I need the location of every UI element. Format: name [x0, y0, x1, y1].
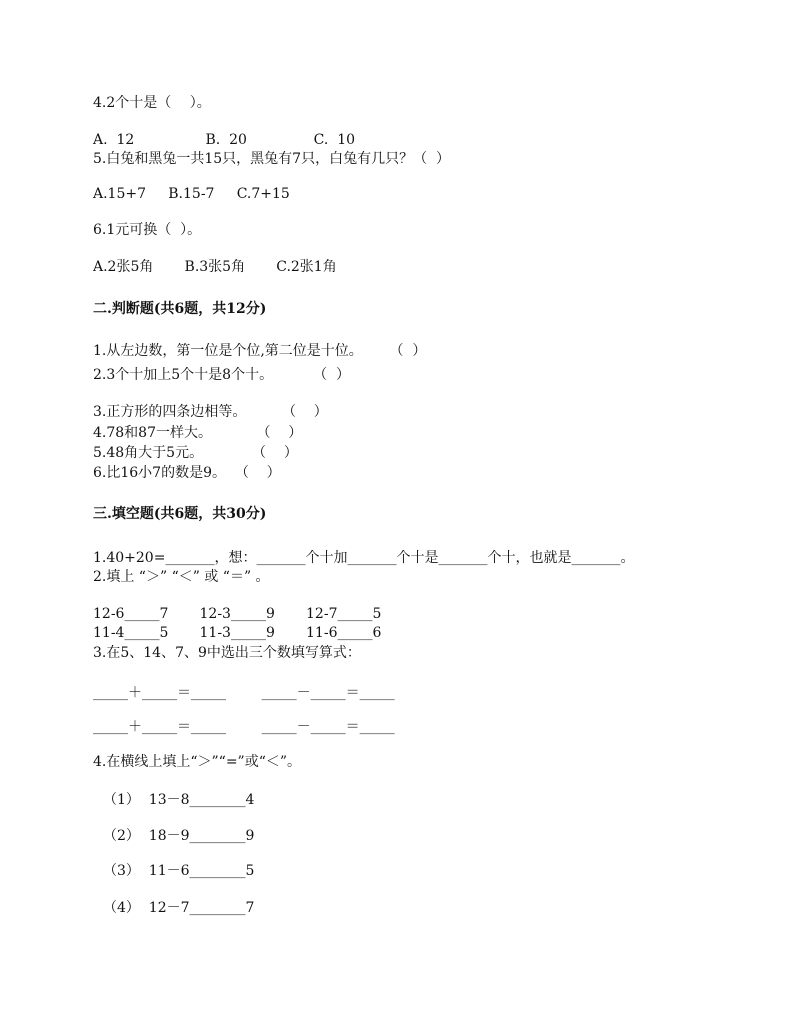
fill-question-4-item-4: （4） 12－7________7 — [103, 900, 255, 916]
judge-item-4: 4.78和87一样大。 （ ） — [93, 425, 303, 441]
question-4-stem: 4.2个十是（ ）。 — [93, 95, 211, 111]
judge-item-2: 2.3个十加上5个十是8个十。 （ ） — [93, 367, 351, 383]
question-5-stem: 5.白兔和黑兔一共15只，黑兔有7只，白兔有几只？（ ） — [93, 151, 450, 167]
judge-item-1: 1.从左边数，第一位是个位,第二位是十位。 （ ） — [93, 343, 427, 359]
fill-question-4-stem: 4.在横线上填上“＞”“=”或“＜”。 — [93, 754, 302, 770]
section-2-title: 二.判断题(共6题，共12分) — [93, 301, 267, 317]
fill-question-2-row-1: 12-6_____7 12-3_____9 12-7_____5 — [93, 606, 382, 622]
fill-question-2-stem: 2.填上 “＞” “＜” 或 “＝” 。 — [93, 569, 270, 585]
fill-question-1: 1.40+20=_______，想：_______个十加_______个十是_______个十，也就是_______。 — [93, 550, 635, 566]
question-6-stem: 6.1元可换（ ）。 — [93, 222, 202, 238]
fill-question-3-row-2: _____＋_____＝_____ _____－_____＝_____ — [93, 719, 395, 735]
question-5-options: A.15+7 B.15-7 C.7+15 — [93, 186, 290, 202]
judge-item-3: 3.正方形的四条边相等。 （ ） — [93, 404, 328, 420]
fill-question-4-item-2: （2） 18－9________9 — [103, 828, 255, 844]
fill-question-3-stem: 3.在5、14、7、9中选出三个数填写算式： — [93, 645, 361, 661]
fill-question-4-item-1: （1） 13－8________4 — [103, 792, 255, 808]
fill-question-4-item-3: （3） 11－6________5 — [103, 863, 255, 879]
section-3-title: 三.填空题(共6题，共30分) — [93, 506, 267, 522]
fill-question-2-row-2: 11-4_____5 11-3_____9 11-6_____6 — [93, 625, 382, 641]
judge-item-6: 6.比16小7的数是9。 （ ） — [93, 465, 281, 481]
question-4-options: A. 12 B. 20 C. 10 — [93, 132, 356, 148]
judge-item-5: 5.48角大于5元。 （ ） — [93, 445, 298, 461]
question-6-options: A.2张5角 B.3张5角 C.2张1角 — [93, 259, 337, 275]
fill-question-3-row-1: _____＋_____＝_____ _____－_____＝_____ — [93, 685, 395, 701]
